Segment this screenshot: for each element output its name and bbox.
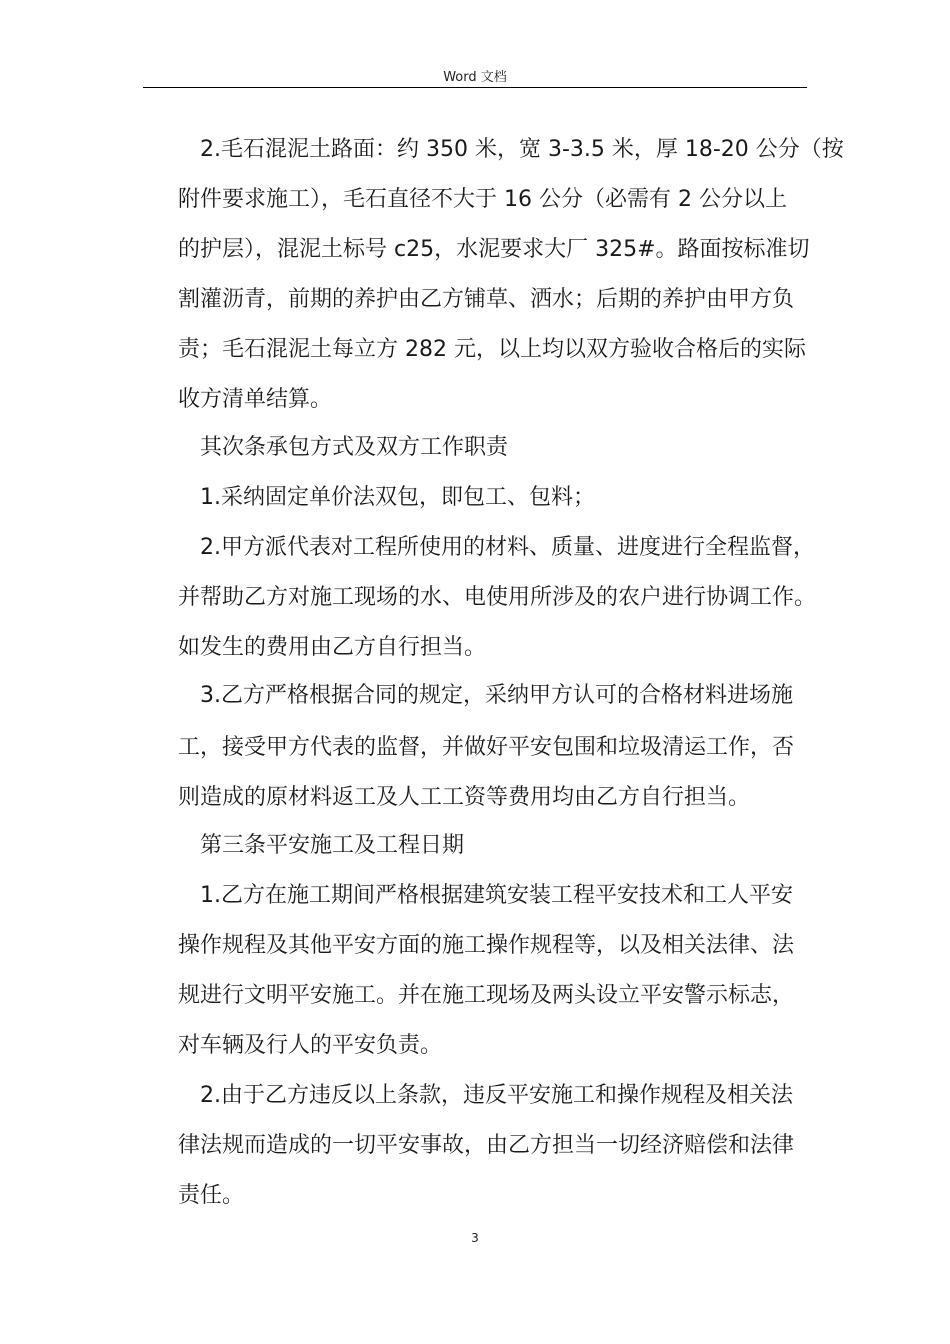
paragraph-line: 2.甲方派代表对工程所使用的材料、质量、进度进行全程监督， [200,535,815,560]
paragraph-line: 收方清单结算。 [178,387,333,412]
paragraph-line: 2.由于乙方违反以上条款，违反平安施工和操作规程及相关法 [200,1083,793,1108]
paragraph-line: 操作规程及其他平安方面的施工操作规程等，以及相关法律、法 [178,933,795,958]
paragraph-line: 工，接受甲方代表的监督，并做好平安包围和垃圾清运工作，否 [178,735,795,760]
paragraph-line: 律法规而造成的一切平安事故，由乙方担当一切经济赔偿和法律 [178,1133,795,1158]
paragraph-line: 责；毛石混泥土每立方 282 元，以上均以双方验收合格后的实际 [178,337,806,362]
paragraph-line: 3.乙方严格根据合同的规定，采纳甲方认可的合格材料进场施 [200,683,793,708]
page-number: 3 [471,1231,479,1245]
paragraph-line: 规进行文明平安施工。并在施工现场及两头设立平安警示标志， [178,983,795,1008]
paragraph-line: 1.乙方在施工期间严格根据建筑安装工程平安技术和工人平安 [200,883,793,908]
paragraph-line: 1.采纳固定单价法双包，即包工、包料； [200,485,595,510]
header-divider [143,87,807,88]
header-title: Word 文档 [443,70,507,85]
paragraph-line: 并帮助乙方对施工现场的水、电使用所涉及的农户进行协调工作。 [178,585,817,610]
paragraph-line: 的护层），混泥土标号 c25，水泥要求大厂 325#。路面按标准切 [178,237,810,262]
paragraph-line: 割灌沥青，前期的养护由乙方铺草、洒水；后期的养护由甲方负 [178,287,795,312]
paragraph-line: 附件要求施工），毛石直径不大于 16 公分（必需有 2 公分以上 [178,187,787,212]
paragraph-line: 如发生的费用由乙方自行担当。 [178,635,487,660]
paragraph-line: 责任。 [178,1183,245,1208]
paragraph-line: 对车辆及行人的平安负责。 [178,1033,443,1058]
paragraph-line: 则造成的原材料返工及人工工资等费用均由乙方自行担当。 [178,785,751,810]
paragraph-line: 2.毛石混泥土路面：约 350 米，宽 3-3.5 米，厚 18-20 公分（按 [200,137,844,162]
section-heading: 第三条平安施工及工程日期 [200,833,465,858]
section-heading: 其次条承包方式及双方工作职责 [200,435,509,460]
